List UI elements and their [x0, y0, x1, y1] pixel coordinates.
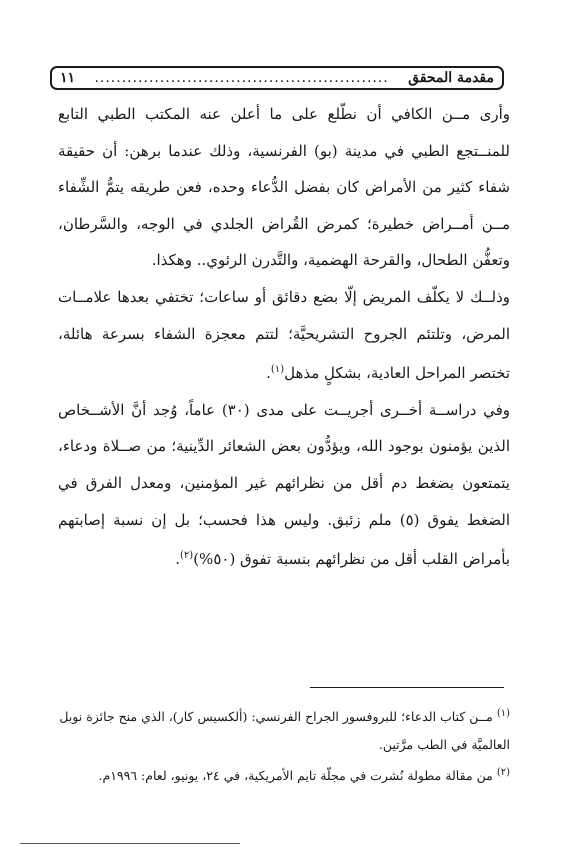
footnotes: [58, 700, 510, 790]
footnote-1: [58, 700, 510, 759]
footnote-separator: [310, 687, 504, 688]
paragraph-2-text: وذلــك لا يكلّف المريض إلّا بضع دقائق أو ساعات؛ تختفي بعدها علامــات المرض، وتلتئم الجروح التشريحيَّة؛ لتتم معجزة الشفاء بسرعة هائلة، تختصر المراحل العادية، بشكلٍ مذهل: [58, 287, 510, 383]
footnote-1-mark: (١): [496, 708, 510, 719]
paragraph-2: [58, 279, 510, 392]
paragraph-3: [58, 392, 510, 578]
paragraph-2-end: .: [266, 364, 271, 383]
header-dot-leader: ......................................................: [94, 70, 389, 86]
main-text: [58, 96, 510, 578]
paragraph-1: [58, 96, 510, 279]
footnote-ref-1[interactable]: (١): [270, 364, 285, 376]
paragraph-3-text: وفي دراســة أخــرى أجريــت على مدى (٣٠) عاماً، وُجد أنَّ الأشــخاص الذين يؤمنون بوجود الله، ويؤدُّون بعض الشعائر الدِّينية؛ من صــلاة ودعاء، يتمتعون بضغط دم أقل من نظرائهم غير المؤمنين، ومعدل الفرق في الضغط يفوق (٥) ملم زئبق. وليس هذا فحسب؛ بل إن نسبة إصابتهم بأمراض القلب أقل من نظرائهم بنسبة تفوق (٥٠%): [58, 400, 510, 569]
header-title: مقدمة المحقق: [408, 70, 494, 86]
page-bottom-edge: [20, 843, 240, 844]
page-header: [50, 66, 504, 90]
footnote-2-text: من مقالة مطولة نُشرت في مجلّة تايم الأمريكية، في ٢٤، يونيو، لعام: ١٩٩٦م.: [98, 768, 493, 784]
footnote-2-mark: (٢): [496, 767, 510, 779]
footnote-ref-2[interactable]: (٢): [180, 550, 194, 562]
footnote-1-text: مــن كتاب الدعاء؛ للبروفسور الجراح الفرنسي: (ألكسيس كار)، الذي منح جائزة نوبل العالميَّة في الطب مرَّتين.: [59, 709, 510, 753]
footnote-2: [58, 759, 510, 790]
paragraph-1-text: وأرى مــن الكافي أن نطّلع على ما أعلن عنه المكتب الطبي التابع للمنــتجع الطبي في مدينة (بو) الفرنسية، وذلك عندما برهن: أن حقيقة شفاء كثير من الأمراض كان بفضل الدُّعاء وحده، فعن طريقه يتمُّ الشِّفاء مــن أمــراض خطيرة؛ كمرض القُراض الجلدي في الوجه، والسَّرطان، وتعفُّن الطحال، والقرحة الهضمية، والتَّدرن الرئوي.. وهكذا.: [58, 105, 510, 270]
paragraph-3-end: .: [175, 550, 181, 569]
page-number: ١١: [60, 70, 76, 86]
